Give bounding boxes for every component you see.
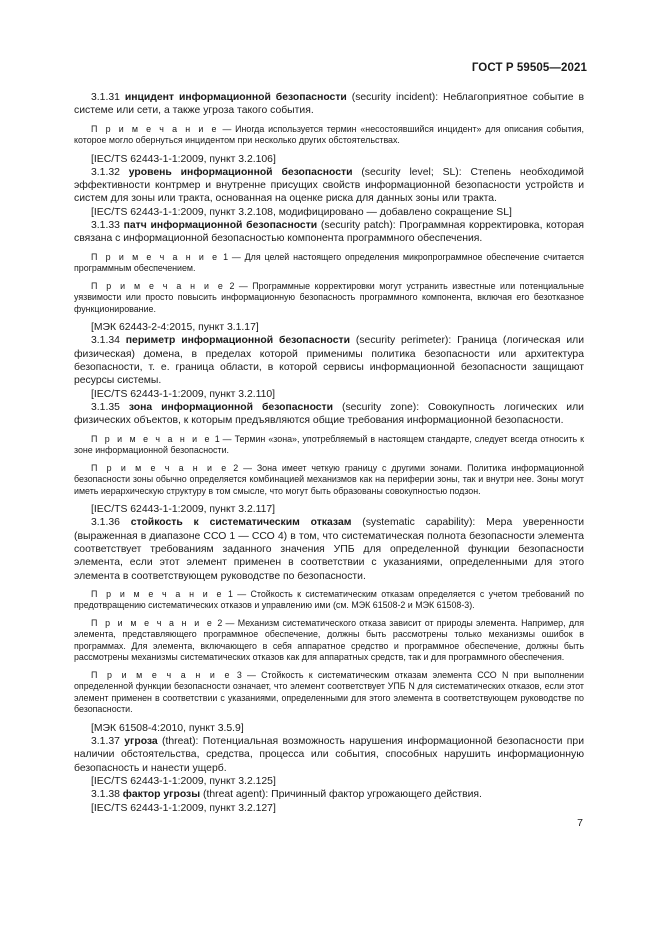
note-label: П р и м е ч а н и е <box>91 251 220 262</box>
note <box>74 281 584 316</box>
term-definition <box>74 401 584 428</box>
note <box>74 463 584 498</box>
term-text: (security incident): Неблагоприятное событие в системе или сети, а также угроза такого события. <box>74 92 584 117</box>
note-label: П р и м е ч а н и е <box>91 123 219 134</box>
term-number: 3.1.34 <box>91 335 120 347</box>
note-text: 2 — Механизм систематического отказа зависит от природы элемента. Например, для элемента, представляющего программное обеспечение, должны быть рассмотрены только механизмы ошибок в программах. Для элемента, включающего в себя аппаратное средство и программное обеспечение, должны быть рассмотрены механизмы систематических отказов как для аппаратных средств, так и для программного обеспечения. <box>74 617 584 663</box>
term-text: (security level; SL): Степень необходимой эффективности контрмер и внутренне присущих свойств информационной безопасности устройств и систем для зоны или тракта, основанная на оценке риска для данных зоны или тракта. <box>74 166 584 205</box>
term-name: фактор угрозы <box>122 789 201 801</box>
term-definition <box>74 219 584 246</box>
term-name: периметр информационной безопасности <box>125 335 351 347</box>
term-definition <box>74 788 584 801</box>
source-reference: [МЭК 61508-4:2010, пункт 3.5.9] <box>91 722 244 734</box>
note-label: П р и м е ч а н и е <box>91 669 232 680</box>
term-definition <box>74 516 584 582</box>
source-reference: [IEC/TS 62443-1-1:2009, пункт 3.2.108, модифицировано — добавлено сокращение SL] <box>91 206 512 218</box>
note-text: 1 — Стойкость к систематическим отказам определяется с учетом требований по предотвращению систематических отказов и управлению ими (см. МЭК 61508-2 и МЭК 61508-3). <box>74 588 584 611</box>
term-number: 3.1.31 <box>91 92 120 103</box>
note <box>74 124 584 147</box>
term-name: стойкость к систематическим отказам <box>130 517 352 529</box>
term-text: (security patch): Программная корректировка, которая связана с информационной безопасностью компонента программного обеспечения. <box>74 220 585 245</box>
source-reference: [МЭК 62443-2-4:2015, пункт 3.1.17] <box>91 322 259 334</box>
term-number: 3.1.35 <box>91 401 120 413</box>
source-reference: [IEC/TS 62443-1-1:2009, пункт 3.2.127] <box>91 802 276 814</box>
term-name: зона информационной безопасности <box>128 401 334 413</box>
term-text: (threat): Потенциальная возможность нарушения информационной безопасности при наличии обстоятельства, средства, процесса или события, способных нарушить информационную безопасность и нанести ущерб. <box>74 736 584 774</box>
term-number: 3.1.37 <box>91 736 120 748</box>
term-name: уровень информационной безопасности <box>128 166 353 178</box>
term-text: (systematic capability): Мера уверенности (выраженная в диапазоне ССО 1 — ССО 4) в том, что систематическая полнота безопасности элемента соответствует требованиям заданного значения УПБ для определенной функции безопасности элемента, если этот элемент применен в соответствии с указаниями, определенными для этого элемента в соответствующем руководстве по безопасности. <box>74 517 585 582</box>
term-definition <box>74 334 584 387</box>
term-name: инцидент информационной безопасности <box>124 92 347 103</box>
term-name: патч информационной безопасности <box>123 220 318 232</box>
note <box>74 252 584 275</box>
page-number: 7 <box>577 817 583 829</box>
note-text: 1 — Термин «зона», употребляемый в настоящем стандарте, следует всегда относить к зоне информационной безопасности. <box>74 433 585 456</box>
term-definition <box>74 91 584 118</box>
note <box>74 434 584 457</box>
term-definition <box>74 166 584 206</box>
source-reference: [IEC/TS 62443-1-1:2009, пункт 3.2.106] <box>91 153 276 165</box>
note-text: 3 — Стойкость к систематическим отказам элемента ССО N при выполнении определенной функции безопасности означает, что элемент соответствует УПБ N для систематических отказов, если этот элемент применен в соответствии с указаниями, определенными для этого элемента в соответствующем руководстве по безопасности. <box>74 669 585 715</box>
term-text: (threat agent): Причинный фактор угрожающего действия. <box>200 789 482 801</box>
document-body <box>74 91 584 815</box>
note <box>74 670 584 716</box>
source-reference: [IEC/TS 62443-1-1:2009, пункт 3.2.125] <box>91 776 276 788</box>
term-text: (security zone): Совокупность логических или физических объектов, к которым предъявляются общие требования информационной безопасности. <box>74 401 584 427</box>
term-number: 3.1.32 <box>91 166 120 178</box>
source-reference: [IEC/TS 62443-1-1:2009, пункт 3.2.110] <box>91 388 276 400</box>
note-text: — Иногда используется термин «несостоявшийся инцидент» для описания события, которое могло обернуться инцидентом при несколько других обстоятельствах. <box>74 123 584 146</box>
term-definition <box>74 735 584 775</box>
term-number: 3.1.33 <box>91 220 120 232</box>
term-number: 3.1.38 <box>91 789 120 801</box>
note <box>74 589 584 612</box>
standard-header: ГОСТ Р 59505—2021 <box>471 62 587 74</box>
note-label: П р и м е ч а н и е <box>91 462 229 473</box>
term-name: угроза <box>124 736 158 748</box>
note-text: 1 — Для целей настоящего определения микропрограммное обеспечение считается программным обеспечением. <box>74 251 584 274</box>
term-text: (security perimeter): Граница (логическая или физическая) домена, в пределах которой применимы политика безопасности или архитектура безопасности, т. е. граница области, в которой сервисы информационной безопасности защищают ресурсы системы. <box>74 335 584 387</box>
source-reference: [IEC/TS 62443-1-1:2009, пункт 3.2.117] <box>91 504 276 516</box>
note-text: 2 — Программные корректировки могут устранить известные или потенциальные уязвимости или просто повысить информационную безопасность программного компонента, включая его безотказное функционирование. <box>74 280 584 314</box>
note <box>74 618 584 664</box>
note-label: П р и м е ч а н и е <box>91 588 224 599</box>
note-text: 2 — Зона имеет четкую границу с другими зонами. Политика информационной безопасности зоны обычно определяется комбинацией механизмов как на периферии зоны, так и внутри нее. Зоны могут иметь иерархическую структуру в том смысле, что могут быть образованы совокупностью подзон. <box>74 462 585 496</box>
term-number: 3.1.36 <box>91 517 120 529</box>
note-label: П р и м е ч а н и е <box>91 433 212 444</box>
note-label: П р и м е ч а н и е <box>91 617 215 628</box>
note-label: П р и м е ч а н и е <box>91 280 225 291</box>
